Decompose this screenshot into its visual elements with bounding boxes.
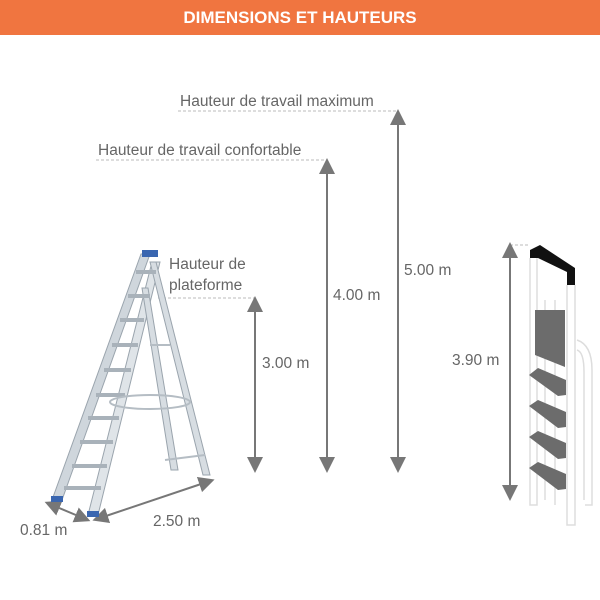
comfort-height-value: 4.00 m [333, 287, 381, 304]
max-height-label: Hauteur de travail maximum [180, 93, 374, 110]
comfort-height-label: Hauteur de travail confortable [98, 142, 302, 159]
folded-height-value: 3.90 m [452, 352, 500, 369]
platform-height-label-line2: plateforme [169, 277, 243, 294]
depth-value: 0.81 m [20, 522, 68, 539]
platform-height-value: 3.00 m [262, 355, 310, 372]
section-title: DIMENSIONS ET HAUTEURS [183, 7, 417, 27]
platform-height-label-line1: Hauteur de [169, 256, 246, 273]
max-height-value: 5.00 m [404, 262, 452, 279]
depth-arrow [52, 505, 83, 518]
ladder-folded-illustration [529, 245, 592, 525]
base-length-value: 2.50 m [153, 513, 201, 530]
